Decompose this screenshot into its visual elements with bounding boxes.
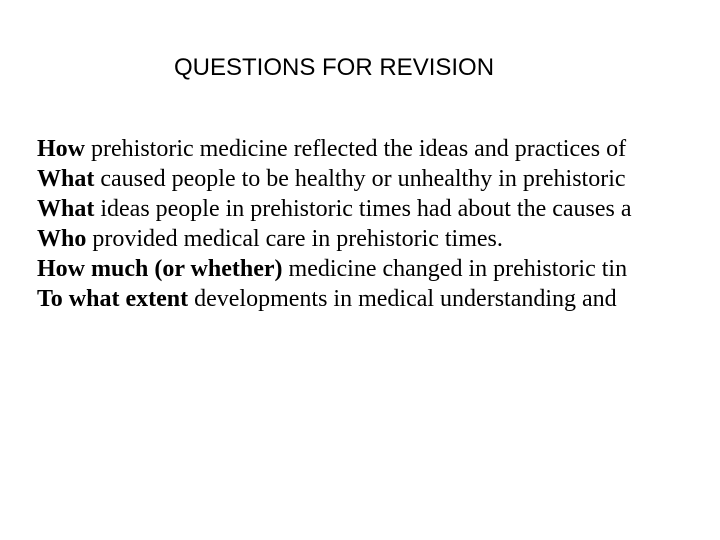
question-text: caused people to be healthy or unhealthy in prehistoric <box>94 166 626 192</box>
question-item <box>37 284 720 314</box>
question-lead: What <box>37 196 95 222</box>
question-text: provided medical care in prehistoric times. <box>86 226 503 252</box>
question-list <box>37 134 720 314</box>
question-item <box>37 164 720 194</box>
question-item <box>37 134 720 164</box>
question-text: developments in medical understanding and <box>188 286 617 312</box>
question-text: prehistoric medicine reflected the ideas and practices of <box>85 136 627 162</box>
question-lead: Who <box>37 226 87 252</box>
question-text: medicine changed in prehistoric tin <box>282 256 628 282</box>
slide-title: QUESTIONS FOR REVISION <box>174 54 495 81</box>
question-lead: How much (or whether) <box>37 256 283 282</box>
question-item <box>37 194 720 224</box>
question-item <box>37 224 720 254</box>
question-lead: To what extent <box>37 286 189 312</box>
question-item <box>37 254 720 284</box>
question-lead: How <box>37 136 85 162</box>
question-lead: What <box>37 166 95 192</box>
question-text: ideas people in prehistoric times had about the causes a <box>94 196 632 222</box>
